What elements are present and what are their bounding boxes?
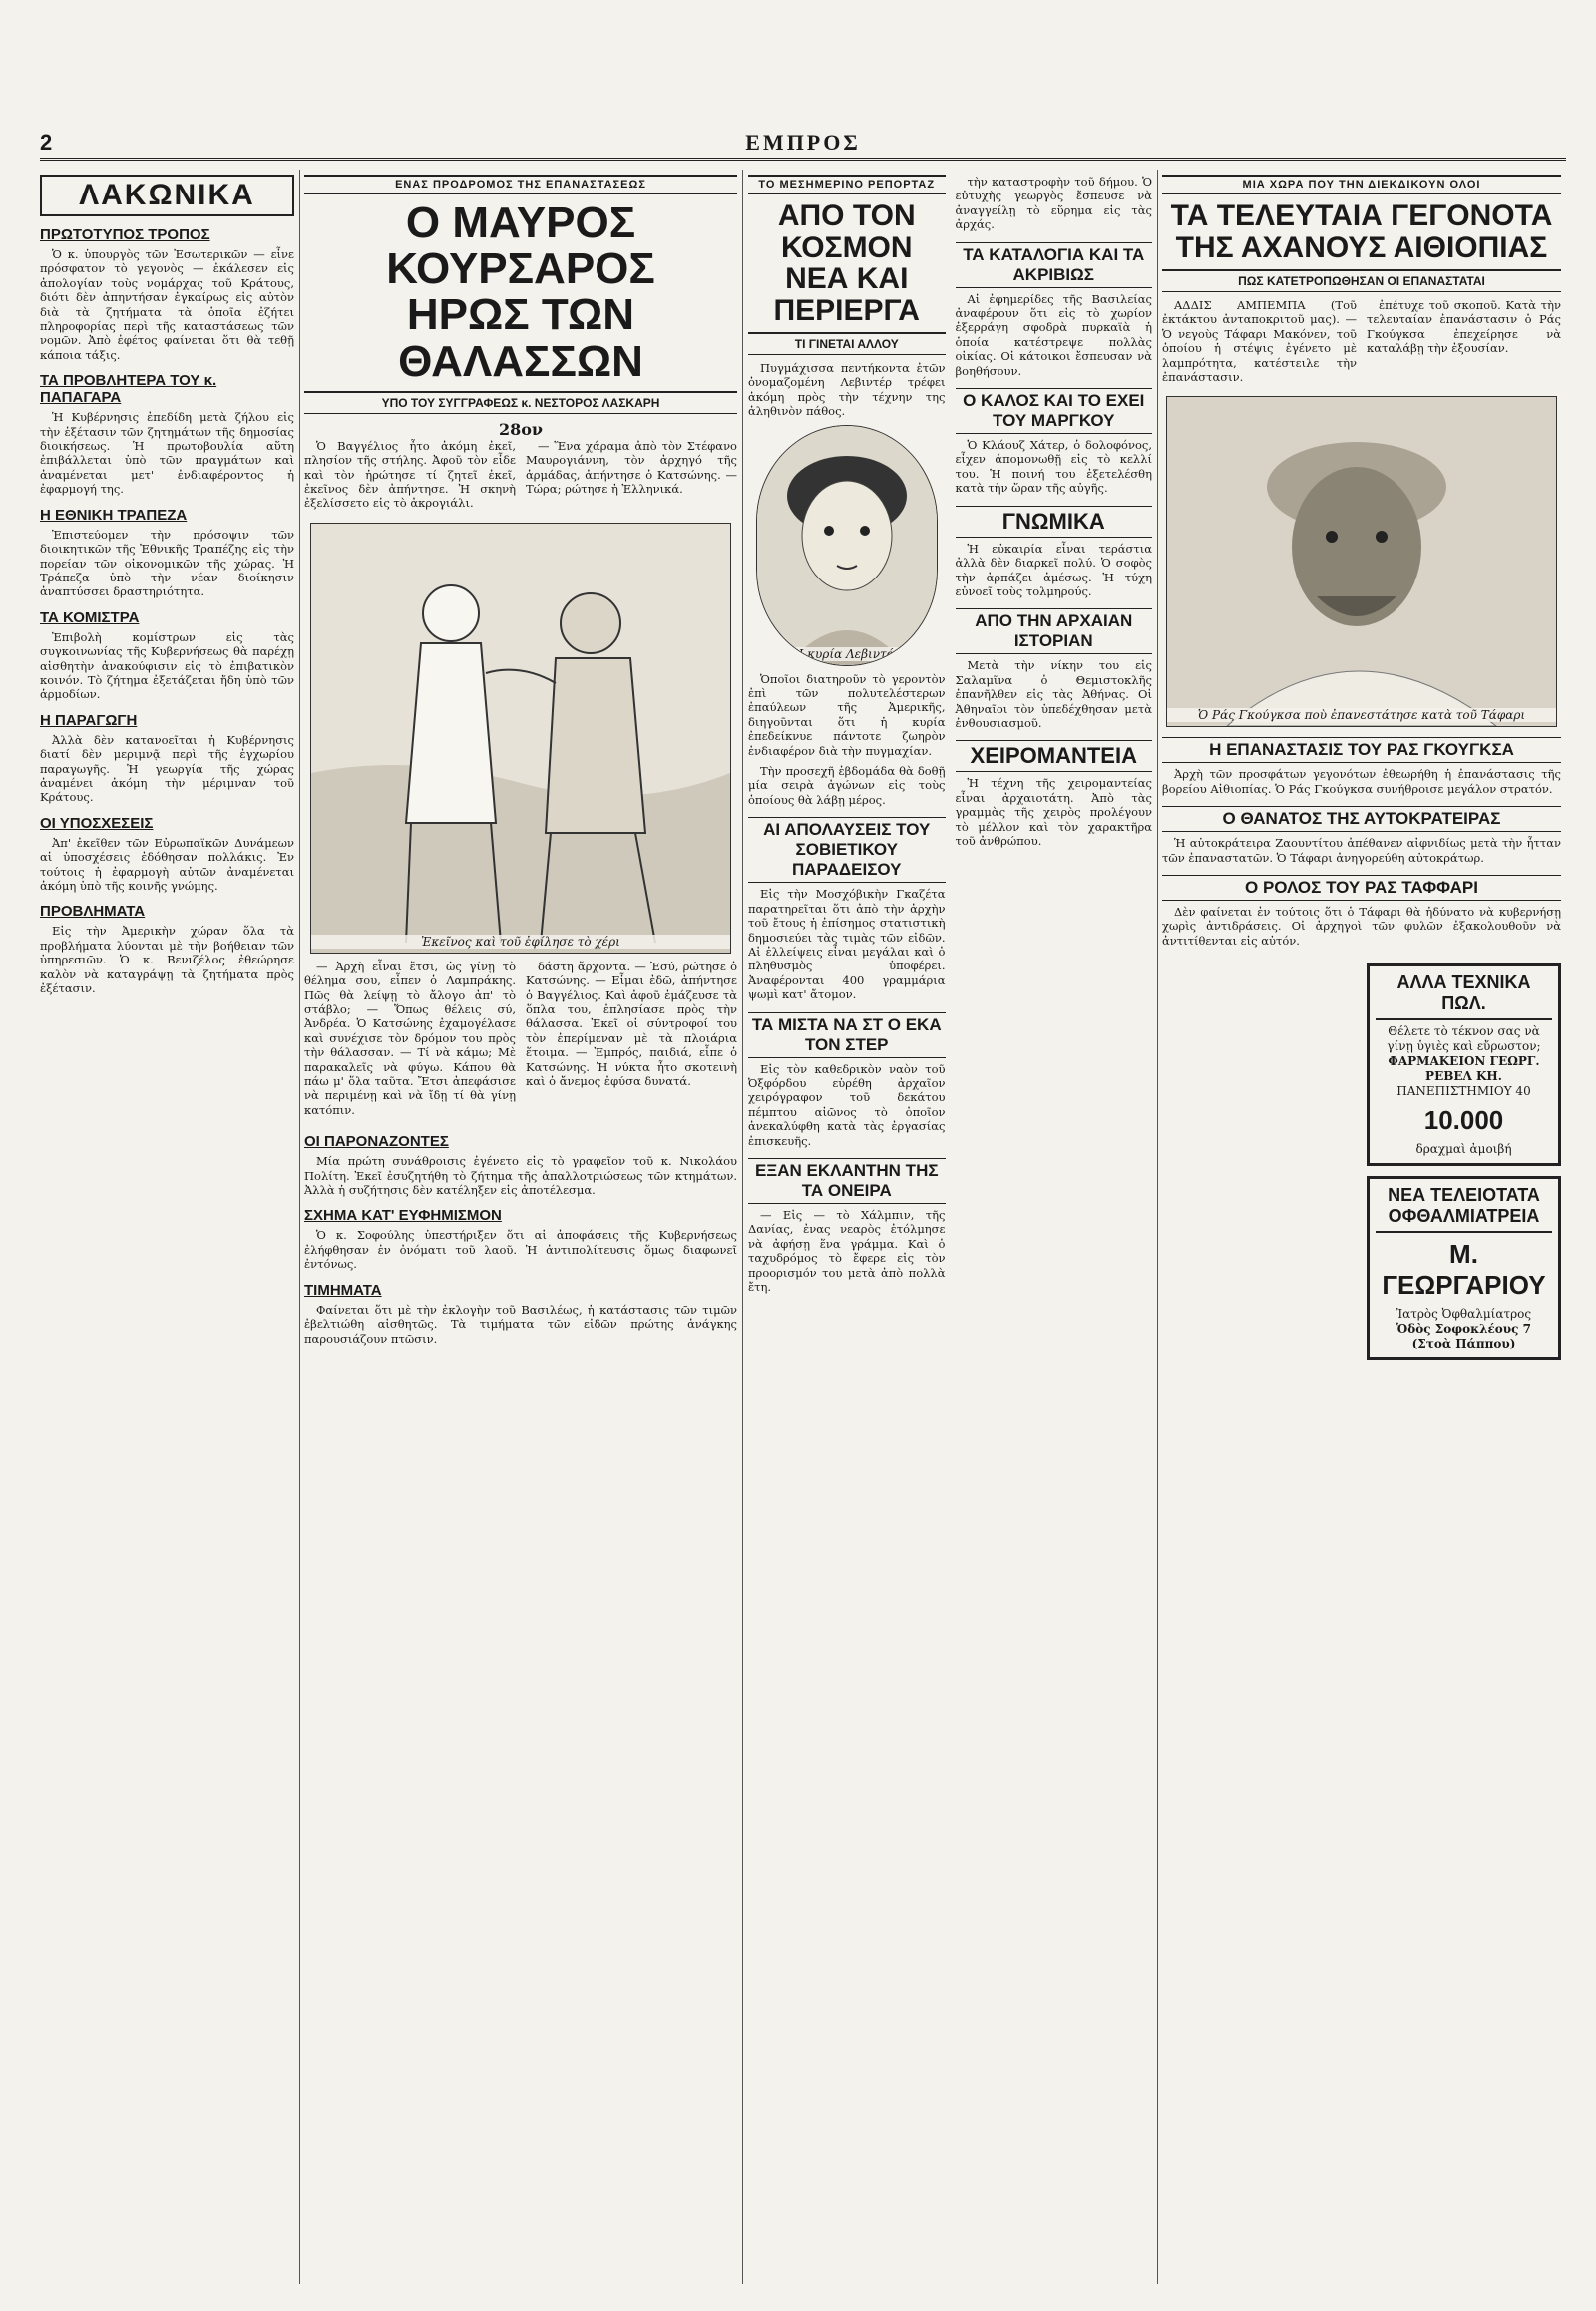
masthead	[40, 130, 1566, 161]
headline-line: ΤΑ ΤΕΛΕΥΤΑΙΑ ΓΕΓΟΝΟΤΑ	[1170, 199, 1553, 232]
intro-columns	[1162, 298, 1561, 390]
subhead-text: Δὲν φαίνεται ἐν τούτοις ὅτι ὁ Τάφαρι θὰ ἠδύνατο νὰ κυβερνήσῃ χωρὶς ἀντιδράσεις. Οἱ ἀρχηγοὶ τῶν φυλῶν ἐξακολουθοῦν νὰ ἀντιτίθενται εἰς αὐτόν.	[1162, 905, 1561, 948]
article-text: Ὁποῖοι διατηροῦν τὸ γεροντὸν ἐπὶ τῶν πολυτελέστερων ἐπαύλεων τῆς Ἀμερικῆς, διηγοῦνται ὅτι ἡ κυρία ἐπεδείκνυε πάντοτε ζωηρὸν ἐνδιαφέρον διὰ τὴν πυγμαχίαν.	[748, 671, 946, 758]
subhead: ΣΧΗΜΑ ΚΑΤ' ΕΥΦΗΜΙΣΜΟΝ	[304, 1207, 502, 1225]
item-text: Ἐπιβολὴ κομίστρων εἰς τὰς συγκοινωνίας τῆς Κυβερνήσεως θὰ παρέχῃ αἰσθητὴν ἀνακούφισιν εἰς τὸ ἐπιβατικὸν κοινόν. Τὸ ζήτημα ἐξετάζεται ἤδη ὑπὸ τῶν ἁρμοδίων.	[40, 629, 294, 702]
subhead: ΑΠΟ ΤΗΝ ΑΡΧΑΙΑΝ ΙΣΤΟΡΙΑΝ	[956, 608, 1153, 654]
subhead: ΑΙ ΑΠΟΛΑΥΣΕΙΣ ΤΟΥ ΣΟΒΙΕΤΙΚΟΥ ΠΑΡΑΔΕΙΣΟΥ	[748, 817, 946, 883]
item-title: ΤΑ ΠΡΟΒΛΗΤΕΡΑ ΤΟΥ κ. ΠΑΠΑΓΑΡΑ	[40, 372, 217, 407]
ad-line: δραχμαὶ ἀμοιβή	[1415, 1142, 1512, 1157]
intro-text: ΑΔΔΙΣ ΑΜΠΕΜΠΑ (Τοῦ ἐκτάκτου ἀνταποκριτοῦ μας). — Ὁ νεγοὺς Τάφαρι Μακόνεν, τοῦ ὁποίου ἡ στέψις ἐγένετο μὲ λαμπρότητα, κατέστειλε τὴν ἐπανάστασιν.	[1162, 298, 1357, 385]
subhead: Ο ΡΟΛΟΣ ΤΟΥ ΡΑΣ ΤΑΦΦΑΡΙ	[1162, 875, 1561, 901]
headline-line: ΤΗΣ ΑΧΑΝΟΥΣ ΑΙΘΙΟΠΙΑΣ	[1175, 230, 1548, 264]
ad-title: ΝΕΑ ΤΕΛΕΙΟΤΑΤΑ ΟΦΘΑΛΜΙΑΤΡΕΙΑ	[1376, 1185, 1552, 1233]
story-text: δάστη ἄρχοντα. — Ἐσύ, ρώτησε ὁ Κατσώνης. — Εἶμαι ἐδῶ, ἀπήντησε ὁ Βαγγέλιος. Καὶ ἀφοῦ ἐμάζευσε τὰ ὅπλα του, ἐπλησίασε πρὸς τὴν θάλασσα. Ἐκεῖ οἱ σύντροφοί του τὸν ἐπερίμεναν μὲ τὰ πλοιάρια ἕτοιμα. — Ἐμπρός, παιδιά, εἶπε ὁ Κατσώνης. Ἡ νύκτα ἦτο σκοτεινὴ καὶ ὁ ἄνεμος ἐφύσα δυνατά.	[526, 959, 737, 1089]
world-news-left	[748, 175, 946, 1300]
column-world-news	[748, 175, 1152, 2279]
kicker: ΤΟ ΜΕΣΗΜΕΡΙΝΟ ΡΕΠΟΡΤΑΖ	[748, 175, 946, 194]
subhead-text: Ἡ εὐκαιρία εἶναι τεράστια ἀλλὰ δὲν διαρκεῖ πολύ. Ὁ σοφὸς τὴν ἀρπάζει ἀμέσως. Ἡ τύχη εὐνοεῖ τοὺς τολμηρούς.	[955, 541, 1152, 598]
subhead: ΟΙ ΠΑΡΟΝΑΖΟΝΤΕΣ	[304, 1133, 449, 1151]
illustration-caption: Ἐκεῖνος καὶ τοῦ ἐφίλησε τὸ χέρι	[311, 935, 730, 949]
ad-line: Ὁδὸς Σοφοκλέους 7 (Στοὰ Πάππου)	[1396, 1322, 1531, 1351]
subhead-text: — Εἰς — τὸ Χάλμπιν, τῆς Δανίας, ἐνας νεαρὸς ἐτόλμησε νὰ ἀφήσῃ ἕνα γράμμα. Καὶ ὁ ταχυδρόμος τὸ ἔφερε εἰς τὸν προορισμόν του μετὰ ἀπὸ πολλὰ ἔτη.	[748, 1207, 946, 1294]
portrait-photo	[1166, 396, 1557, 727]
ad-amount: 10.000	[1423, 1105, 1504, 1136]
item-text: Ἀλλὰ δὲν κατανοεῖται ἡ Κυβέρνησις διατί δὲν μεριμνᾷ περὶ τῆς ἐγχωρίου παραγωγῆς. Ἡ γεωργία τῆς χώρας ἀναμένει ἀκόμη τὴν μέριμναν τοῦ Κράτους.	[40, 732, 294, 805]
column-rule	[299, 170, 300, 2284]
article-text: Τὴν προσεχῆ ἑβδομάδα θὰ δοθῇ μία σειρὰ ἀγώνων εἰς τοὺς ὁποίους θὰ λάβῃ μέρος.	[748, 764, 946, 807]
intro-text: Πυγμάχισσα πεντήκοντα ἐτῶν ὀνομαζομένη Λεβιντέρ τρέφει ἀκόμη πρὸς τὴν τέχνην της ἀληθινὸν πάθος.	[748, 361, 946, 419]
ad-line: ΠΑΝΕΠΙΣΤΗΜΙΟΥ 40	[1396, 1084, 1531, 1099]
headline-line: ΗΡΩΣ ΤΩΝ ΘΑΛΑΣΣΩΝ	[398, 290, 643, 386]
column-rule	[1157, 170, 1158, 2284]
subhead: Ο ΘΑΝΑΤΟΣ ΤΗΣ ΑΥΤΟΚΡΑΤΕΙΡΑΣ	[1162, 806, 1561, 832]
item-text: Ὁ κ. ὑπουργὸς τῶν Ἐσωτερικῶν — εἶνε πρόσφατον τὸ γεγονὸς — ἐκάλεσεν εἰς ἀπολογίαν τοὺς νομάρχας τοῦ Κράτους, διότι δὲν ἀπηντήσαν ἐγκαίρως εἰς αὐτὸν διὰ τὰ ζητήματα τὰ ὁποῖα ἐζήτει πληροφορίας περὶ τῆς καταστάσεως τῶν νομῶν. Ἀπὸ ἐφέτος φαίνεται ὅτι θὰ τεθῇ κάποια τάξις.	[40, 247, 294, 362]
story-columns	[304, 960, 737, 1123]
advertisement-pharmacy	[1367, 963, 1561, 1166]
news-item	[40, 712, 294, 805]
world-news-columns	[748, 175, 1152, 1300]
news-item	[40, 372, 294, 496]
item-title: ΤΑ ΚΟΜΙΣΤΡΑ	[40, 608, 140, 626]
subhead: ΧΕΙΡΟΜΑΝΤΕΙΑ	[956, 740, 1153, 772]
column-serial-story	[304, 175, 737, 2279]
news-item	[40, 226, 294, 362]
advertisement-ophthalmology	[1367, 1176, 1561, 1360]
subhead-text: Αἱ ἐφημερίδες τῆς Βασιλείας ἀναφέρουν ὅτι εἰς τὸ χωρίον ἐξερράγη σφοδρὰ πυρκαϊὰ ἡ ὁποία κατέστρεψε πολλὰς οἰκίας. Οἱ κάτοικοι ἔσπευσαν νὰ βοηθήσουν.	[955, 291, 1152, 378]
ad-name: Μ. ΓΕΩΡΓΑΡΙΟΥ	[1382, 1239, 1546, 1301]
story-text: — Ἀρχὴ εἶναι ἔτσι, ὡς γίνῃ τὸ θέλημα σου, εἶπεν ὁ Λαμπράκης. Πῶς θὰ λείψῃ τὸ ἄλογο ἀπ' τὸ στάβλο; — Ὅπως θέλεις σύ, Ἀνδρέα. Ὁ Κατσώνης ἐχαμογέλασε καὶ συνέχισε τὸν δρόμον του πρὸς τὴν θάλασσαν. — Τί νὰ κάμω; Μὲ παρακαλεῖς νὰ φύγω. Κάπου θὰ πάω μ' ὅλα ταῦτα. Ἔτσι ἀπεφάσισε νὰ περιμένῃ καὶ νὰ ἴδῃ τί θὰ γίνῃ κατόπιν.	[304, 959, 516, 1117]
item-text: Εἰς τὴν Ἀμερικὴν χώραν ὅλα τὰ προβλήματα λύονται μὲ τὴν βοήθειαν τῶν ὑπηρεσιῶν. Ὁ κ. Βενιζέλος ἐθεώρησε καλὸν νὰ καταγράψῃ τὰ ζητήματα πρὸς ἐξέτασιν.	[40, 924, 294, 996]
subhead-text: Μία πρώτη συνάθροισις ἐγένετο εἰς τὸ γραφεῖον τοῦ κ. Νικολάου Πολίτη. Ἐκεῖ ἐσυζητήθη τὸ ζήτημα τῆς ἀπαλλοτριώσεως τῶν κτημάτων. Ἀλλὰ ἡ συζήτησις δὲν κατέληξεν εἰς ἀποτέλεσμα.	[304, 1154, 737, 1198]
section-title: ΛΑΚΩΝΙΚΑ	[40, 175, 294, 216]
item-title: Η ΕΘΝΙΚΗ ΤΡΑΠΕΖΑ	[40, 506, 188, 524]
kicker: ΕΝΑΣ ΠΡΟΔΡΟΜΟΣ ΤΗΣ ΕΠΑΝΑΣΤΑΣΕΩΣ	[304, 175, 737, 194]
news-item	[40, 815, 294, 894]
photo-caption: Ἡ κυρία Λεβιντάν	[757, 647, 937, 661]
subhead-text: Ὁ Κλάουζ Χάτερ, ὁ δολοφόνος, εἶχεν ἀπομονωθῇ εἰς τὸ κελλί του. Ἡ ποινή του ἐξετελέσθη κατὰ τὴν ὥραν τῆς αὐγῆς.	[955, 438, 1152, 496]
intro-text: — Ἕνα χάραμα ἀπὸ τὸν Στέφανο Μαυρογιάννη, τὸν ἀρχηγό τῆς ἁρμάδας, ἀπήντησε ὁ Κατσώνης. — Τώρα; ρώτησε ἡ Ἑλληνικά.	[526, 438, 737, 496]
subhead-text: Φαίνεται ὅτι μὲ τὴν ἐκλογὴν τοῦ Βασιλέως, ἡ κατάστασις τῶν τιμῶν ἐβελτιώθη αἰσθητῶς. Τὰ τιμήματα τῶν εἰδῶν πρώτης ἀνάγκης παρουσιάζουν πτῶσιν.	[304, 1302, 737, 1346]
byline: ΥΠΟ ΤΟΥ ΣΥΓΓΡΑΦΕΩΣ κ. ΝΕΣΤΟΡΟΣ ΛΑΣΚΑΡΗ	[304, 393, 737, 414]
portrait-photo	[756, 425, 938, 666]
item-title: Η ΠΑΡΑΓΩΓΗ	[40, 711, 138, 729]
column-lakonika	[40, 175, 294, 2279]
subhead: Η ΕΠΑΝΑΣΤΑΣΙΣ ΤΟΥ ΡΑΣ ΓΚΟΥΓΚΣΑ	[1162, 737, 1561, 763]
subhead-text: Εἰς τὸν καθεδρικὸν ναὸν τοῦ Ὀξφόρδου εὑρέθη ἀρχαῖον χειρόγραφον τοῦ δεκάτου πέμπτου αἰῶνος τὸ ὁποῖον ἀνεκαλύφθη κατὰ τὰς ἐργασίας ἐπισκευῆς.	[748, 1061, 946, 1148]
photo-caption: Ὁ Ράς Γκούγκσα ποὺ ἐπανεστάτησε κατὰ τοῦ Τάφαρι	[1167, 708, 1556, 722]
item-text: Ἡ Κυβέρνησις ἐπεδίδη μετὰ ζήλου εἰς τὴν ἐξέτασιν τῶν ζητημάτων τῆς δημοσίας διοικήσεως. Ἡ πρωτοβουλία αὕτη ἐπιβάλλεται ὑπὸ τῶν πραγμάτων καὶ ἀναμένεται μετ' ἐνδιαφέροντος ἡ ἐφαρμογή της.	[40, 410, 294, 497]
news-item	[40, 507, 294, 599]
story-illustration	[310, 523, 731, 954]
news-item	[40, 903, 294, 995]
headline	[304, 194, 737, 393]
headline-line: Ο ΜΑΥΡΟΣ ΚΟΥΡΣΑΡΟΣ	[386, 198, 655, 294]
subhead: Ο ΚΑΛΟΣ ΚΑΙ ΤΟ ΕΧΕΙ ΤΟΥ ΜΑΡΓΚΟΥ	[956, 388, 1153, 434]
subhead: ΤΙΜΗΜΑΤΑ	[304, 1281, 382, 1299]
portrait-drawing	[757, 426, 937, 665]
item-text: Ἐπιστεύομεν τὴν πρόσοψιν τῶν διοικητικῶν τῆς Ἐθνικῆς Τραπέζης εἰς τὴν πορείαν τῶν οἰκονομικῶν τῆς χώρας. Ἡ Τράπεζα ὑπὸ τὴν νέαν διοίκησιν ἀναπτύσσει δραστηριότητα.	[40, 527, 294, 599]
subkicker: ΤΙ ΓΙΝΕΤΑΙ ΑΛΛΟΥ	[748, 334, 946, 355]
subhead: ΕΞΑΝ ΕΚΛΑΝΤΗΝ ΤΗΣ ΤΑ ΟΝΕΙΡΑ	[748, 1158, 946, 1204]
portrait-drawing	[1167, 397, 1556, 726]
subhead-text: Εἰς τὴν Μοσχόβικὴν Γκαζέτα παρατηρεῖται ὅτι ἀπὸ τὴν ἀρχὴν τοῦ ἔτους ἡ ἐπίσημος στατιστικὴ δημοσιεύει τὰς τιμὰς τῶν εἰδῶν. Αἱ ἐλλείψεις εἶναι μεγάλαι καὶ ὁ πληθυσμὸς ὑποφέρει. Ἀναφέρονται 400 γραμμάρια ψωμὶ κατ' ἄτομον.	[748, 887, 946, 1002]
headline	[748, 194, 946, 334]
subhead: ΤΑ ΚΑΤΑΛΟΓΙΑ ΚΑΙ ΤΑ ΑΚΡΙΒΙΩΣ	[956, 242, 1153, 288]
item-title: ΠΡΩΤΟΤΥΠΟΣ ΤΡΟΠΟΣ	[40, 226, 210, 243]
kicker: ΜΙΑ ΧΩΡΑ ΠΟΥ ΤΗΝ ΔΙΕΚΔΙΚΟΥΝ ΟΛΟΙ	[1162, 175, 1561, 194]
item-title: ΟΙ ΥΠΟΣΧΕΣΕΙΣ	[40, 814, 154, 832]
ads-row	[1162, 954, 1561, 1360]
episode-number: 28ον	[498, 419, 544, 439]
intro-text: τὴν καταστροφὴν τοῦ δήμου. Ὁ εὐτυχὴς γεωργὸς ἔσπευσε νὰ ἀναγγείλῃ τὸ εὕρημα εἰς τὰς ἀρχάς.	[955, 175, 1152, 232]
headline-line: ΝΕΑ ΚΑΙ ΠΕΡΙΕΡΓΑ	[773, 262, 920, 327]
subhead: ΤΑ ΜΙΣΤΑ ΝΑ ΣΤ Ο ΕΚΑ ΤΟΝ ΣΤΕΡ	[748, 1012, 946, 1058]
ad-line: ΦΑΡΜΑΚΕΙΟΝ ΓΕΩΡΓ. ΡΕΒΕΛ ΚΗ.	[1388, 1054, 1540, 1084]
page-number: 2	[40, 130, 53, 155]
intro-columns	[304, 439, 737, 517]
ads-column	[1367, 954, 1561, 1360]
intro-text: ἐπέτυχε τοῦ σκοποῦ. Κατὰ τὴν τελευταίαν ἐπανάστασιν ὁ Ράς Γκούγκσα ἐπεχείρησε νὰ καταλάβῃ τὴν ἐξουσίαν.	[1367, 298, 1561, 356]
ad-line: Θέλετε τὸ τέκνον σας νὰ γίνῃ ὑγιὲς καὶ εὔρωστον;	[1387, 1024, 1541, 1054]
illustration-drawing	[311, 524, 730, 953]
subhead-text: Ἀρχὴ τῶν προσφάτων γεγονότων ἐθεωρήθη ἡ ἐπανάστασις τῆς βορείου Αἰθιοπίας. Ὁ Ράς Γκούγκσα συνήθροισε μεγάλον στρατόν.	[1162, 767, 1561, 796]
intro-text: Ὁ Βαγγέλιος ἦτο ἀκόμη ἐκεῖ, πλησίον τῆς στήλης. Ἀφοῦ τὸν εἶδε καὶ τὸν ἠρώτησε τί ζητεῖ ἐκεῖ, ἐκεῖνος δὲν ἀπήντησε. Ἡ σκηνὴ ἐξελίσσετο εἰς τὸ ἀκρογιάλι.	[304, 438, 516, 511]
subhead-text: Ἡ τέχνη τῆς χειρομαντείας εἶναι ἀρχαιοτάτη. Ἀπὸ τὰς γραμμὰς τῆς χειρὸς προλέγουν τὸ μέλλον καὶ τὸν χαρακτῆρα τοῦ ἀνθρώπου.	[955, 776, 1152, 848]
subhead-text: Μετὰ τὴν νίκην του εἰς Σαλαμῖνα ὁ Θεμιστοκλῆς ἐπανῆλθεν εἰς τὰς Ἀθήνας. Οἱ Ἀθηναῖοι τὸν ὑπεδέχθησαν μετὰ ἐνθουσιασμοῦ.	[955, 658, 1152, 730]
subhead: ΓΝΩΜΙΚΑ	[956, 506, 1153, 538]
ad-title: ΑΛΛΑ ΤΕΧΝΙΚΑ ΠΩΛ.	[1376, 972, 1552, 1020]
item-title: ΠΡΟΒΛΗΜΑΤΑ	[40, 903, 146, 921]
column-rule	[742, 170, 743, 2284]
item-text: Ἀπ' ἐκεῖθεν τῶν Εὐρωπαϊκῶν Δυνάμεων αἱ ὑποσχέσεις ἐδόθησαν πολλάκις. Ἐν τούτοις ἡ ἐφαρμογὴ αὐτῶν ἀναμένεται ἀκόμη ὑπὸ τῆς κοινῆς γνώμης.	[40, 835, 294, 893]
subhead-text: Ὁ κ. Σοφούλης ὑπεστήριξεν ὅτι αἱ ἀποφάσεις τῆς Κυβερνήσεως ἐλήφθησαν ἐν ὀνόματι τοῦ λαοῦ. Ἡ ἀντιπολίτευσις ὅμως διαφωνεῖ ἐντόνως.	[304, 1228, 737, 1272]
subhead-text: Ἡ αὐτοκράτειρα Ζαουντίτου ἀπέθανεν αἰφνιδίως μετὰ τὴν ἧτταν τῶν ἐπαναστατῶν. Ὁ Τάφαρι ἀνηγορεύθη αὐτοκράτωρ.	[1162, 836, 1561, 865]
news-item	[40, 609, 294, 702]
paper-name: ΕΜΠΡΟΣ	[745, 130, 861, 155]
world-news-right	[956, 175, 1153, 1300]
column-ethiopia	[1162, 175, 1561, 2279]
byline: ΠΩΣ ΚΑΤΕΤΡΟΠΩΘΗΣΑΝ ΟΙ ΕΠΑΝΑΣΤΑΤΑΙ	[1162, 271, 1561, 292]
headline-line: ΑΠΟ ΤΟΝ ΚΟΣΜΟΝ	[777, 199, 916, 264]
headline	[1162, 194, 1561, 271]
ad-line: Ἰατρὸς Ὀφθαλμίατρος	[1396, 1307, 1532, 1322]
